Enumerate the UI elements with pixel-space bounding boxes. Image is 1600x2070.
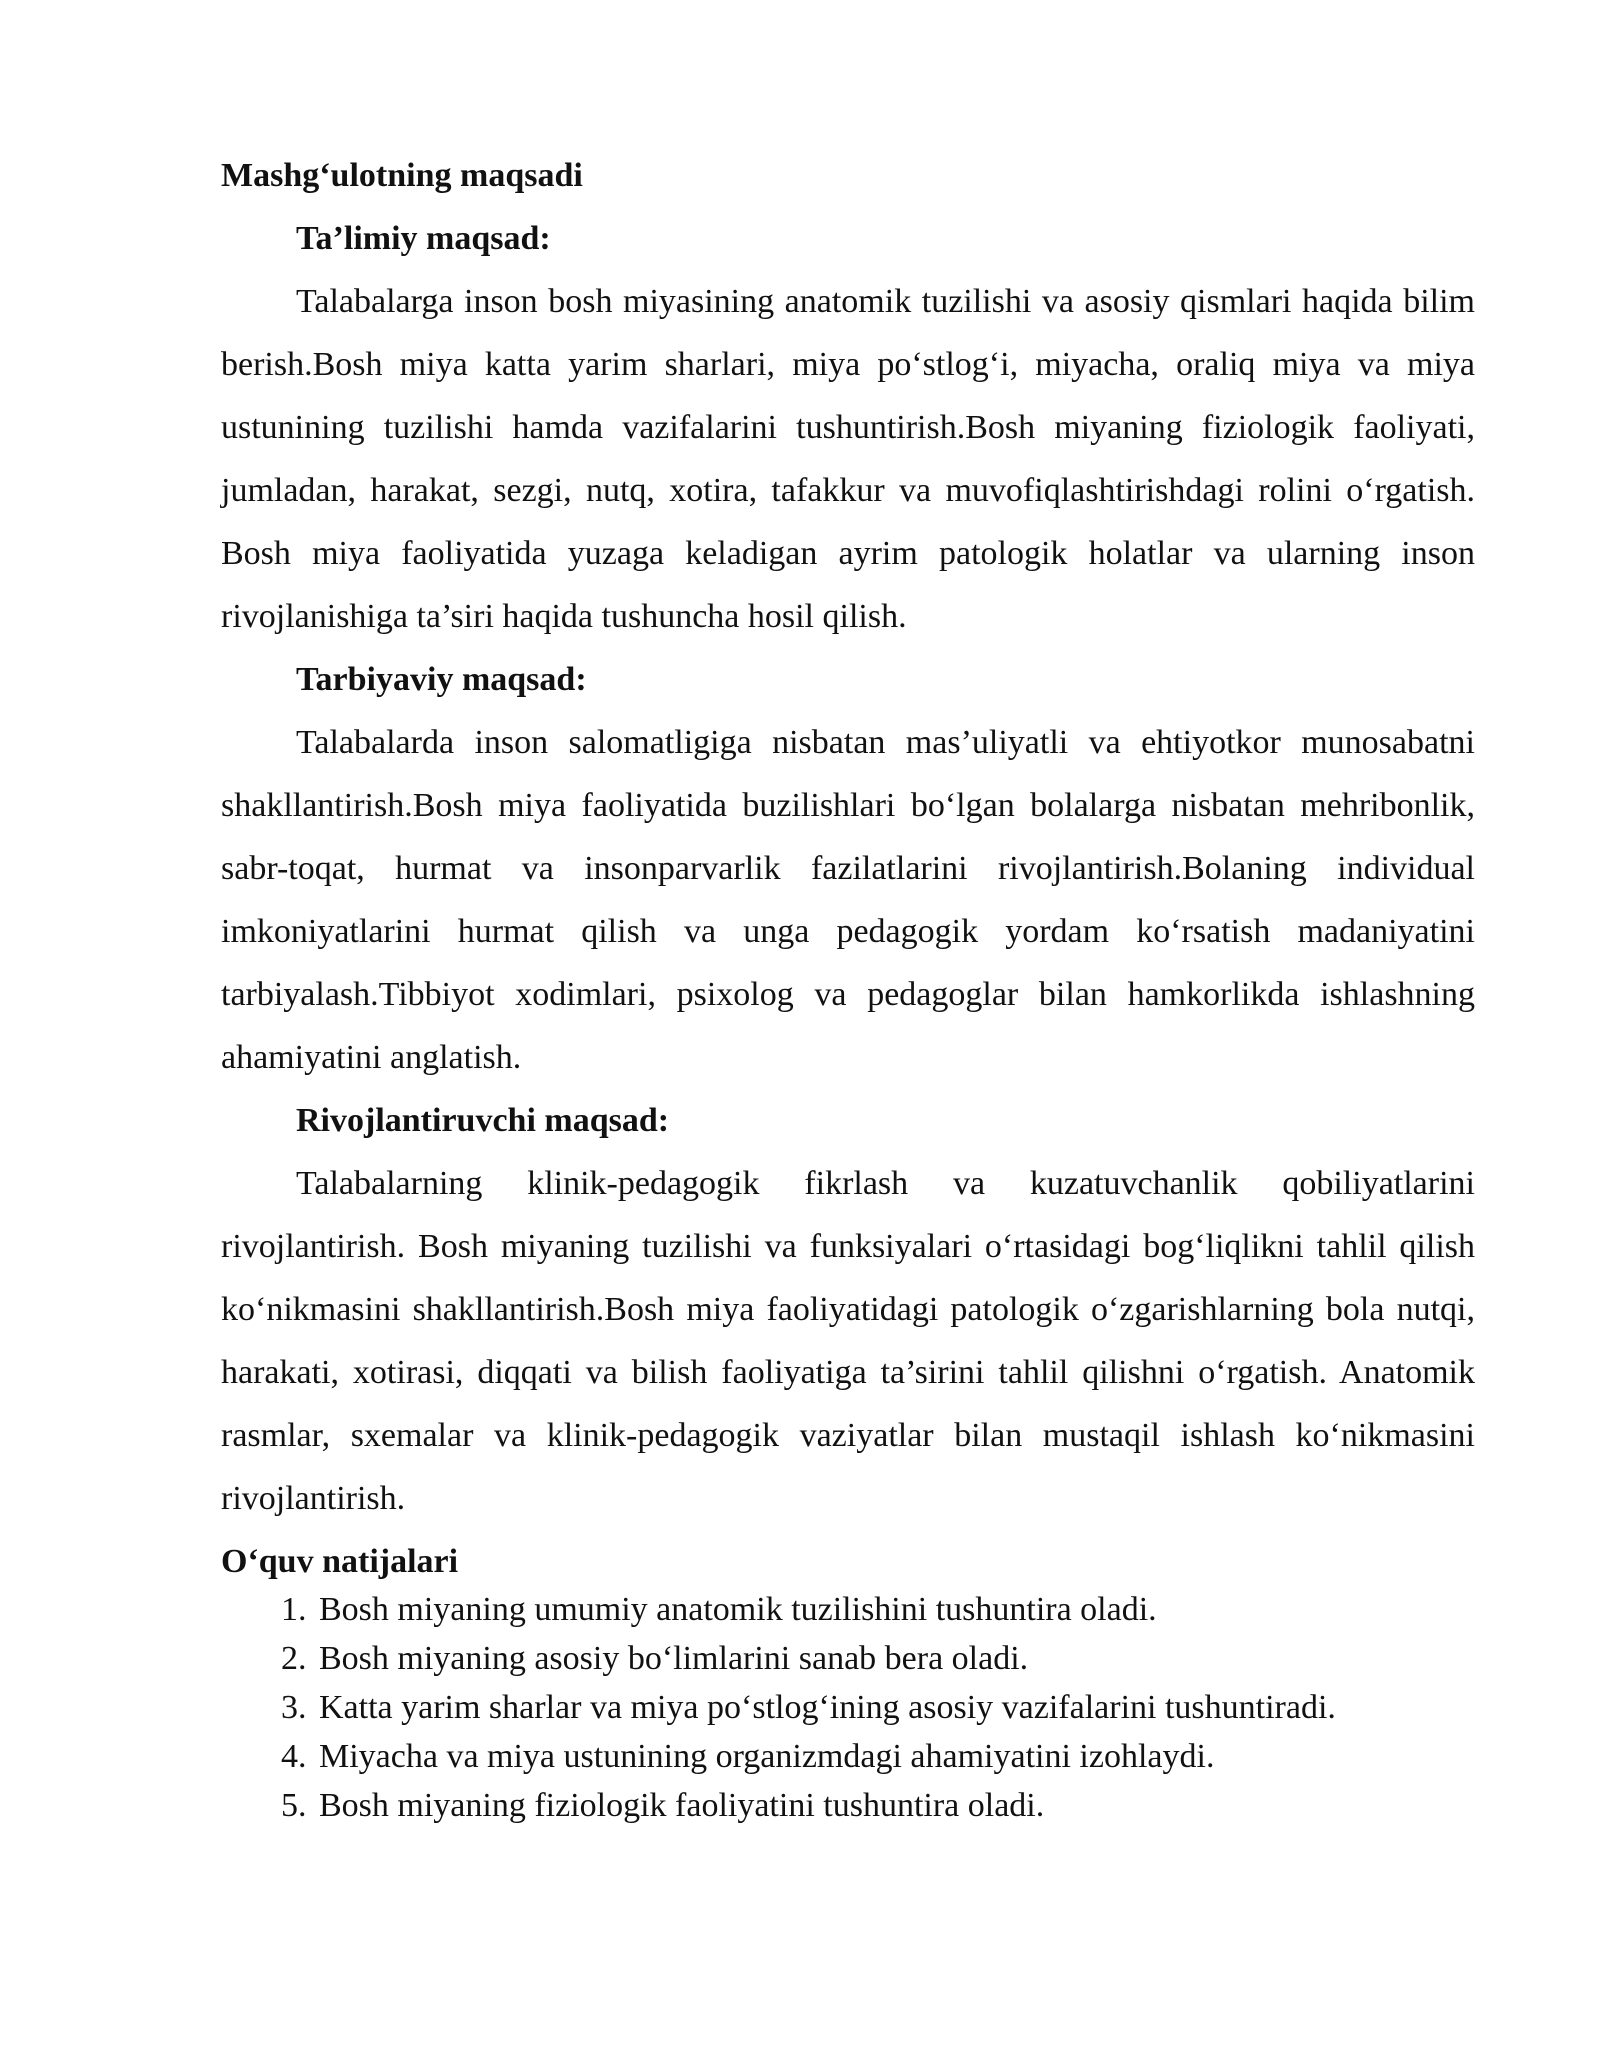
outcome-item: 4. Miyacha va miya ustunining organizmdagi ahamiyatini izohlaydi.: [315, 1732, 1475, 1781]
document-page: [221, 144, 1475, 1830]
section-heading-upbringing: Tarbiyaviy maqsad:: [296, 661, 587, 698]
section-text-upbringing: Talabalarda inson salomatligiga nisbatan mas’uliyatli va ehtiyotkor munosabatni shakllantirish.Bosh miya faoliyatida buzilishlari bo‘lgan bolalarga nisbatan mehribonlik, sabr-toqat, hurmat va insonparvarlik fazilatlarini rivojlantirish.Bolaning individual imkoniyatlarini hurmat qilish va unga pedagogik yordam ko‘rsatish madaniyatini tarbiyalash.Tibbiyot xodimlari, psixolog va pedagoglar bilan hamkorlikda ishlashning ahamiyatini anglatish.: [221, 724, 1475, 1076]
section-text-developmental: Talabalarning klinik-pedagogik fikrlash va kuzatuvchanlik qobiliyatlarini rivojlantirish. Bosh miyaning tuzilishi va funksiyalari o‘rtasidagi bog‘liqlikni tahlil qilish ko‘nikmasini shakllantirish.Bosh miya faoliyatidagi patologik o‘zgarishlarning bola nutqi, harakati, xotirasi, diqqati va bilish faoliyatiga ta’sirini tahlil qilishni o‘rgatish. Anatomik rasmlar, sxemalar va klinik-pedagogik vaziyatlar bilan mustaqil ishlash ko‘nikmasini rivojlantirish.: [221, 1165, 1475, 1517]
section-heading-developmental: Rivojlantiruvchi maqsad:: [296, 1102, 670, 1139]
outcomes-list: [221, 1585, 1475, 1830]
document-title: Mashg‘ulotning maqsadi: [221, 157, 583, 194]
section-heading-educational: Ta’limiy maqsad:: [296, 220, 551, 257]
outcome-item: 3. Katta yarim sharlar va miya po‘stlog‘ining asosiy vazifalarini tushuntiradi.: [315, 1683, 1475, 1732]
outcome-item: 2. Bosh miyaning asosiy bo‘limlarini sanab bera oladi.: [315, 1634, 1475, 1683]
outcome-item: 5. Bosh miyaning fiziologik faoliyatini tushuntira oladi.: [315, 1781, 1475, 1830]
outcomes-title: O‘quv natijalari: [221, 1543, 459, 1580]
outcome-item: 1. Bosh miyaning umumiy anatomik tuzilishini tushuntira oladi.: [315, 1585, 1475, 1634]
section-text-educational: Talabalarga inson bosh miyasining anatomik tuzilishi va asosiy qismlari haqida bilim berish.Bosh miya katta yarim sharlari, miya po‘stlog‘i, miyacha, oraliq miya va miya ustunining tuzilishi hamda vazifalarini tushuntirish.Bosh miyaning fiziologik faoliyati, jumladan, harakat, sezgi, nutq, xotira, tafakkur va muvofiqlashtirishdagi rolini o‘rgatish. Bosh miya faoliyatida yuzaga keladigan ayrim patologik holatlar va ularning inson rivojlanishiga ta’siri haqida tushuncha hosil qilish.: [221, 283, 1475, 635]
